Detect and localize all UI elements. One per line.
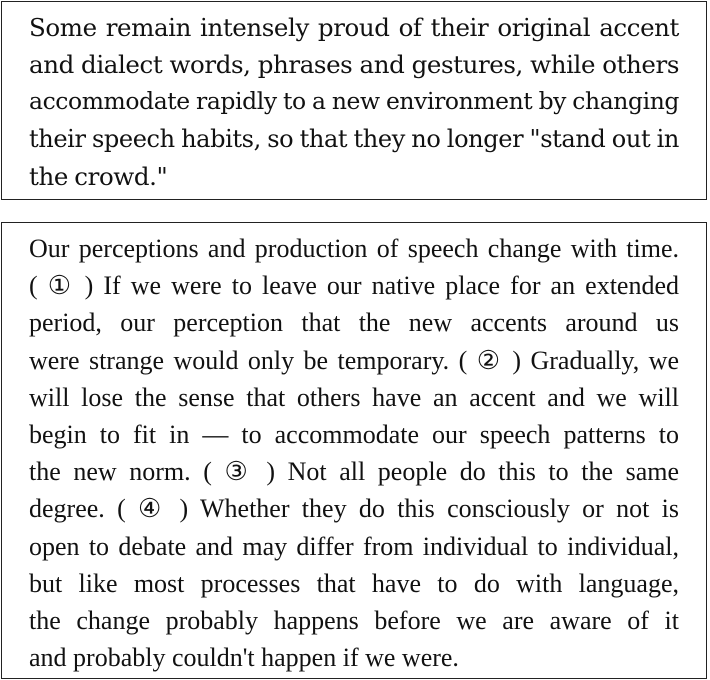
given-sentence-box — [1, 1, 707, 200]
passage-line: open to debate and may differ from individual to individual, — [29, 531, 679, 561]
passage-line: and probably couldn't happen if we were. — [29, 643, 459, 673]
passage-line: were strange would only be temporary. ( ② ) Gradually, we — [29, 345, 679, 375]
given-sentence-line: Some remain intensely proud of their original accent — [29, 13, 679, 42]
given-sentence-line: and dialect words, phrases and gestures, while others — [29, 50, 679, 80]
passage-line: the change probably happens before we are aware of it — [29, 605, 679, 635]
passage-line: will lose the sense that others have an accent and we will — [29, 382, 679, 412]
passage-line: but like most processes that have to do with language, — [29, 568, 679, 598]
given-sentence-line: accommodate rapidly to a new environment by changing — [29, 87, 679, 116]
passage-line: degree. ( ④ ) Whether they do this consciously or not is — [29, 494, 679, 524]
passage-line: begin to fit in — to accommodate our speech patterns to — [29, 419, 679, 449]
given-sentence-line: their speech habits, so that they no longer "stand out in — [29, 124, 679, 153]
passage-line: period, our perception that the new accents around us — [29, 308, 679, 338]
passage-line: Our perceptions and production of speech change with time. — [29, 234, 679, 263]
passage-box — [1, 222, 707, 679]
passage-line: the new norm. ( ③ ) Not all people do this to the same — [29, 457, 679, 487]
passage-line: ( ① ) If we were to leave our native place for an extended — [29, 271, 679, 301]
given-sentence-line: the crowd." — [29, 161, 168, 191]
